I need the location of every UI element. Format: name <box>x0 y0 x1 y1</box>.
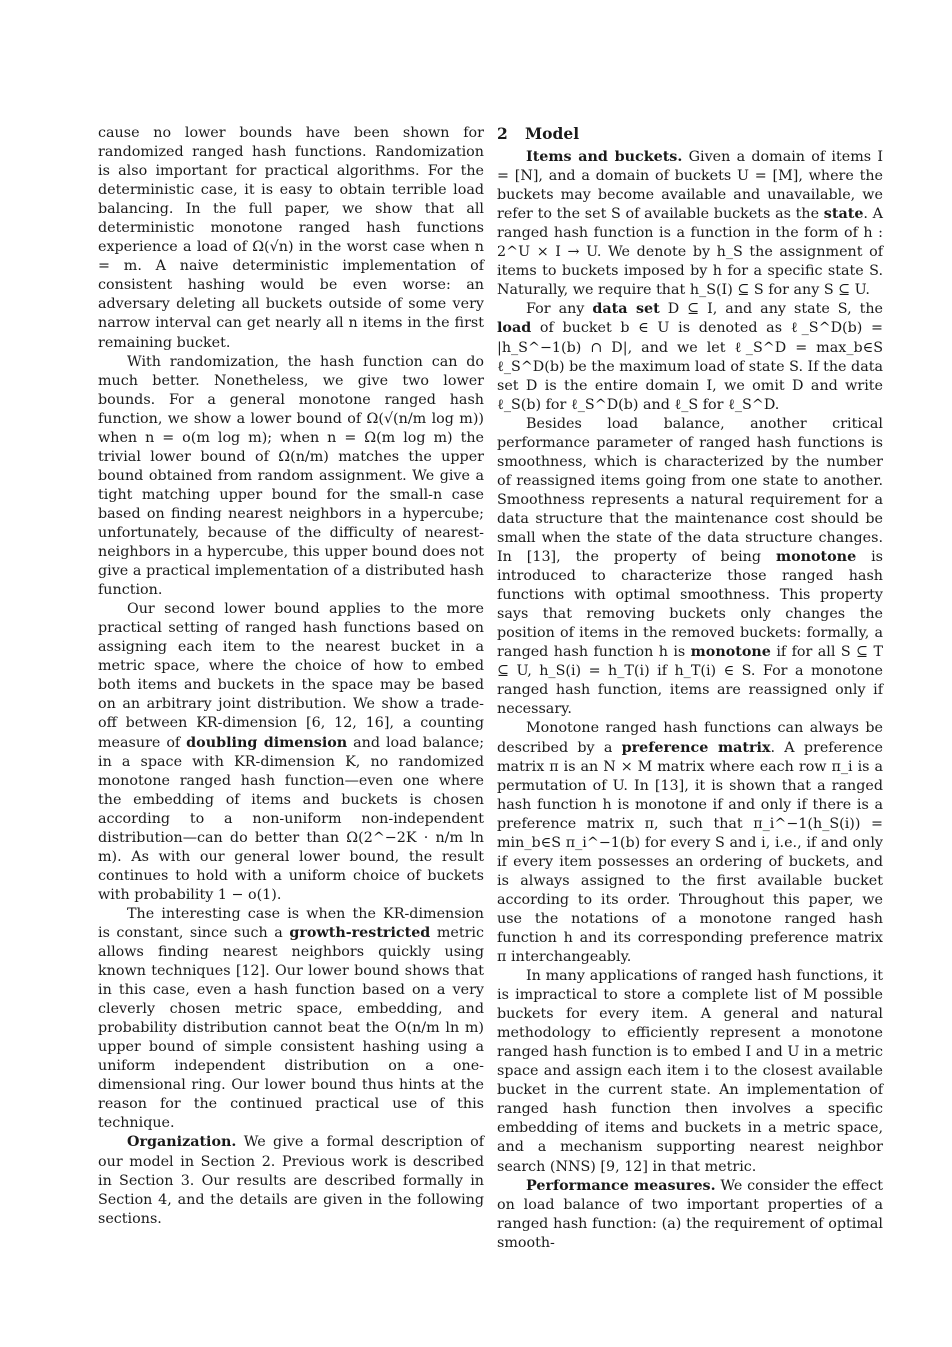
keyword: data set <box>592 301 660 318</box>
paragraph: In many applications of ranged hash functions, it is impractical to store a complete list of M possible buckets for every item. A general and natural methodology to efficiently represent a monotone ranged hash function is to embed I and U in a metric space and assign each item i to the closest available bucket in the current state. An implementation of ranged hash function then involves a specific embedding of items and buckets in a metric space, and a mechanism supporting nearest neighbor search (NNS) [9, 12] in that metric. <box>497 968 883 1175</box>
section-title: Model <box>525 124 580 143</box>
keyword: doubling dimension <box>186 734 348 751</box>
right-column <box>497 124 883 1253</box>
paragraph: Monotone ranged hash functions can always be described by a preference matrix. A preference matrix π is an N × M matrix where each row π_i is a permutation of U. In [13], it is shown that a ranged hash function h is monotone if and only if there is a preference matrix π, such that π_i^−1(h_S(i)) = min_b∈S π_i^−1(b) for every S and i, i.e., if and only if every item possesses an ordering of buckets, and is always assigned to the first available bucket according to its order. Throughout this paper, we use the notations of a monotone ranged hash function h and its corresponding preference matrix π interchangeably. <box>497 720 884 966</box>
keyword: state <box>823 206 864 223</box>
paragraph: With randomization, the hash function can do much better. Nonetheless, we give two lower bounds. For a general monotone ranged hash function, we show a lower bound of Ω(√(n/m log m)) when n = o(m log m); when n = Ω(m log m) the trivial lower bound of Ω(n/m) matches the upper bound obtained from random assignment. We give a tight matching upper bound for the small-n case based on finding nearest neighbors in a hypercube; unfortunately, because of the difficulty of nearest-neighbors in a hypercube, this upper bound does not give a practical implementation of a distributed hash function. <box>98 353 484 599</box>
keyword: monotone <box>775 549 857 566</box>
paragraph: The interesting case is when the KR-dimension is constant, since such a growth-restricted metric allows finding nearest neighbors quickly using known techniques [12]. Our lower bound shows that in this case, even a hash function based on a very cleverly chosen metric space, embedding, and probability distribution cannot beat the O(n/m ln m) upper bound of simple consistent hashing using a uniform independent distribution on a one-dimensional ring. Our lower bound thus hints at the reason for the continued practical use of this technique. <box>98 905 485 1132</box>
keyword: preference matrix <box>621 739 771 756</box>
section-heading <box>497 124 883 143</box>
keyword: load <box>497 320 532 337</box>
paragraph: Our second lower bound applies to the more practical setting of ranged hash functions based on assigning each item to the nearest bucket in a metric space, where the choice of how to embed both items and buckets in the space may be based on an arbitrary joint distribution. We show a trade-off between KR-dimension [6, 12, 16], a counting measure of doubling dimension and load balance; in a space with KR-dimension K, no randomized monotone ranged hash function—even one where the embedding of items and buckets is chosen according to a non-uniform non-independent distribution—can do better than Ω(2^−2K · n/m ln m). As with our general lower bound, the result continues to hold with a uniform choice of buckets with probability 1 − o(1). <box>98 601 485 903</box>
paragraph: For any data set D ⊆ I, and any state S, the load of bucket b ∈ U is denoted as ℓ_S^D(b) = |h_S^−1(b) ∩ D|, and we let ℓ_S^D = max_b∈S ℓ_S^D(b) be the maximum load of state S. If the data set D is the entire domain I, we omit D and write ℓ_S(b) for ℓ_S^D(b) and ℓ_S for ℓ_S^D. <box>497 301 884 413</box>
paragraph: Organization. We give a formal description of our model in Section 2. Previous work is described in Section 3. Our results are described formally in Section 4, and the details are given in the following sections. <box>98 1134 485 1227</box>
keyword: growth-restricted <box>289 924 431 941</box>
paragraph: Performance measures. We consider the effect on load balance of two important properties of a ranged hash function: (a) the requirement of optimal smooth- <box>497 1177 883 1251</box>
run-in-heading: Organization. <box>127 1134 237 1151</box>
left-column <box>98 124 484 1229</box>
run-in-heading: Performance measures. <box>526 1177 716 1194</box>
run-in-heading: Items and buckets. <box>526 149 683 166</box>
paragraph: Items and buckets. Given a domain of items I = [N], and a domain of buckets U = [M], where the buckets may become available and unavailable, we refer to the set S of available buckets as the state. A ranged hash function is a function in the form of h : 2^U × I → U. We denote by h_S the assignment of items to buckets imposed by h for a specific state S. Naturally, we require that h_S(I) ⊆ S for any S ⊆ U. <box>497 149 884 299</box>
paragraph: cause no lower bounds have been shown for randomized ranged hash functions. Randomization is also important for practical algorithms. For the deterministic case, it is easy to obtain terrible load balancing. In the full paper, we show that all deterministic monotone ranged hash functions experience a load of Ω(√n) in the worst case when n = m. A naive deterministic implementation of consistent hashing would be even worse: an adversary deleting all buckets outside of some very narrow interval can get nearly all n items in the first remaining bucket. <box>98 125 484 351</box>
paragraph: Besides load balance, another critical performance parameter of ranged hash functions is smoothness, which is characterized by the number of reassigned items going from one state to another. Smoothness represents a natural requirement for a data structure that the maintenance cost should be small when the state of the data structure changes. In [13], the property of being monotone is introduced to characterize those ranged hash functions with optimal smoothness. This property says that removing buckets only changes the position of items in the removed buckets: formally, a ranged hash function h is monotone if for all S ⊆ T ⊆ U, h_S(i) = h_T(i) if h_T(i) ∈ S. For a monotone ranged hash function, items are reassigned only if necessary. <box>497 415 884 718</box>
keyword: monotone <box>690 644 771 661</box>
section-number: 2 <box>497 124 508 143</box>
